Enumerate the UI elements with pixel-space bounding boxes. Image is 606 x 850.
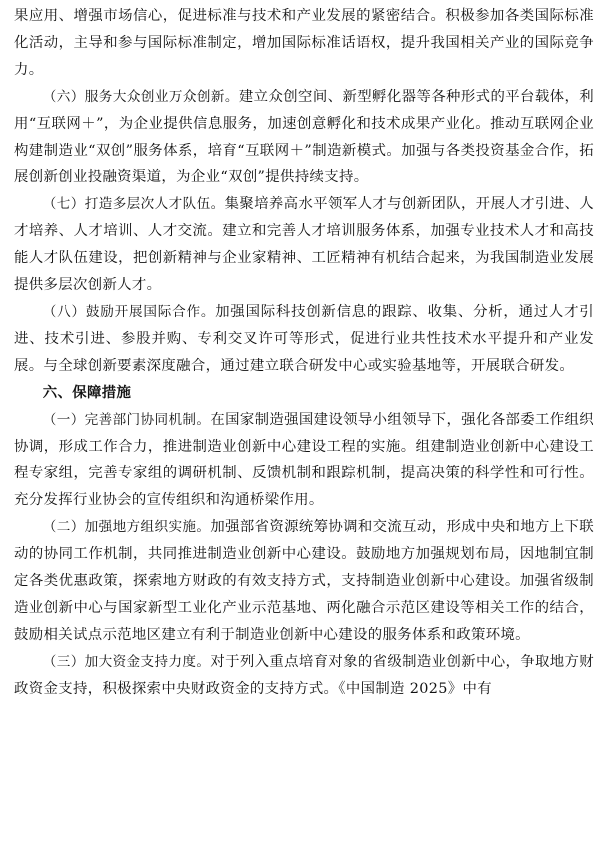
paragraph-measure-one (14, 407, 594, 515)
paragraph-body: 加强国际科技创新信息的跟踪、收集、分析，通过人才引进、技术引进、参股并购、专利交叉许可等形式，促进行业共性技术水平提升和产业发展。与全球创新要素深度融合，通过建立联合研发中心或实验基地等，开展联合研发。 (14, 303, 594, 374)
paragraph-body: 果应用、增强市场信心，促进标准与技术和产业发展的紧密结合。积极参加各类国际标准化活动，主导和参与国际标准制定，增加国际标准话语权，提升我国相关产业的国际竞争力。 (14, 8, 594, 78)
paragraph-body: 在国家制造强国建设领导小组领导下，强化各部委工作组织协调，形成工作合力，推进制造业创新中心建设工程的实施。组建制造业创新中心建设工程专家组，完善专家组的调研机制、反馈机制和跟踪机制，提高决策的科学性和可行性。充分发挥行业协会的宣传组织和沟通桥梁作用。 (14, 411, 594, 509)
paragraph-body: 加强部省资源统筹协调和交流互动，形成中央和地方上下联动的协同工作机制，共同推进制造业创新中心建设。鼓励地方加强规划布局，因地制宜制定各类优惠政策，探索地方财政的有效支持方式，支持制造业创新中心建设。加强省级制造业创新中心与国家新型工业化产业示范基地、两化融合示范区建设等相关工作的结合，鼓励相关试点示范地区建立有利于制造业创新中心建设的服务体系和政策环境。 (14, 519, 594, 643)
paragraph-lead: （一）完善部门协同机制。 (42, 411, 211, 428)
paragraph-measure-three (14, 649, 594, 703)
paragraph-lead: （二）加强地方组织实施。 (42, 519, 211, 536)
paragraph-eight (14, 299, 594, 380)
paragraph-body: 集聚培养高水平领军人才与创新团队，开展人才引进、人才培养、人才培训、人才交流。建立和完善人才培训服务体系，加强专业技术人才和高技能人才队伍建设，把创新精神与企业家精神、工匠精神有机结合起来，为我国制造业发展提供多层次创新人才。 (14, 196, 594, 294)
paragraph-lead: （六）服务大众创业万众创新。 (42, 88, 239, 105)
document-page (14, 3, 594, 703)
paragraph-body: 对于列入重点培育对象的省级制造业创新中心，争取地方财政资金支持，积极探索中央财政资金的支持方式。《中国制造 2025》中有 (14, 653, 594, 697)
paragraph-body: 建立众创空间、新型孵化器等各种形式的平台载体，利用“互联网＋”，为企业提供信息服务，加速创意孵化和技术成果产业化。推动互联网企业构建制造业“双创”服务体系，培育“互联网＋”制造新模式。加强与各类投资基金合作，拓展创新创业投融资渠道，为企业“双创”提供持续支持。 (14, 88, 594, 186)
paragraph-lead: （七）打造多层次人才队伍。 (42, 196, 225, 213)
paragraph-six (14, 84, 594, 192)
paragraph-lead: （八）鼓励开展国际合作。 (42, 303, 216, 320)
section-heading: 六、保障措施 (42, 383, 132, 401)
paragraph-measure-two (14, 514, 594, 649)
paragraph-lead: （三）加大资金支持力度。 (42, 653, 211, 670)
paragraph-seven (14, 191, 594, 299)
paragraph-continuation (14, 3, 594, 84)
